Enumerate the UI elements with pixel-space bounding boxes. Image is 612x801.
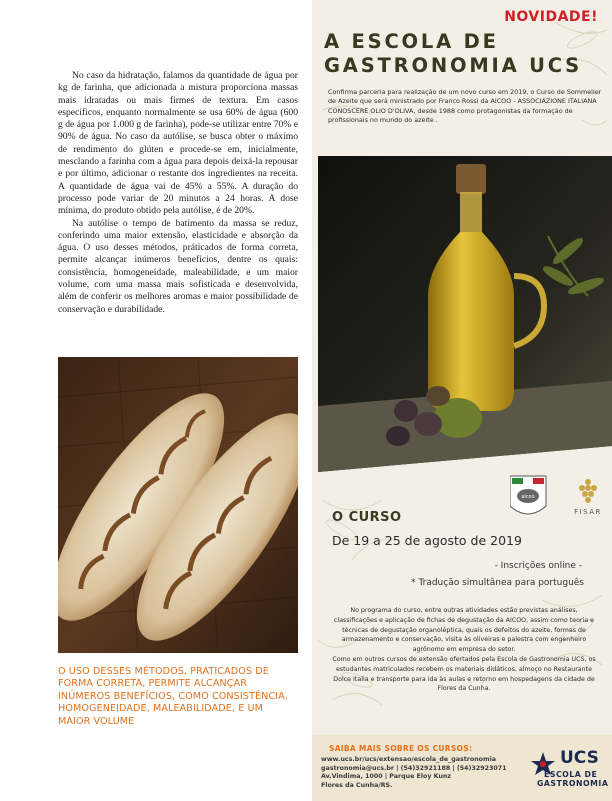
ucs-logo-subtitle-1: ESCOLA DE [544, 770, 598, 779]
panel-headline [324, 30, 610, 78]
ucs-logo-subtitle-2: GASTRONOMIA [537, 779, 609, 788]
address: Av.Vindima, 1000 | Parque Eloy Kunz [321, 773, 452, 781]
ucs-logo-text: UCS [560, 748, 599, 768]
city: Flores da Cunha/RS. [321, 782, 393, 790]
email-phone: gastronomia@ucs.br | (54)32921188 | (54)32923071 [321, 764, 507, 772]
program-paragraph-1: No programa do curso, entre outras atividades estão previstas análises, classificações e aplicação de fichas de degustação da AICOO, assim como teoria e técnicas de degustação organoléptica, quais os defeitos do azeite, formas de armazenamento e conservação, visita às oliveiras e palestra com engenheiro agrônomo em empresa do setor. [333, 607, 595, 654]
fisar-logo-icon [568, 474, 608, 522]
pull-quote: O USO DESSES MÉTODOS, PRATICADOS DE FORMA CORRETA, PERMITE ALCANÇAR INÚMEROS BENEFÍCIOS, COMO CONSISTÊNCIA, HOMOGENEIDADE, MALEABILIDADE, E UM MAIOR VOLUME [58, 666, 288, 727]
headline-line-2: GASTRONOMIA UCS [324, 54, 583, 77]
website-link[interactable]: www.ucs.br/ucs/extensao/escola_de_gastronomia [321, 756, 496, 763]
course-dates: De 19 a 25 de agosto de 2019 [332, 533, 522, 548]
program-paragraph-2: Como em outros cursos de extensão ofertados pela Escola de Gastronomia UCS, os estudantes matriculados recebem os materiais didáticos, almoço no Restaurante Dolce Italia e transporte para ida às aulas e retorno em hospedagens da cidade de Flores da Cunha. [332, 655, 596, 693]
intro-text: Confirma parceria para realização de um novo curso em 2019, o Curso de Sommelier de Azeite que será ministrado por Franco Rossi da AICOO - ASSOCIAZIONE ITALIANA CONOSCERE OLIO D'OLIVA, desde 1988 como protagonistas da formação de profissionais no mundo do azeite . [328, 88, 602, 125]
course-title: O CURSO [332, 510, 402, 525]
translation-note: * Tradução simultânea para português [411, 578, 584, 588]
registration-note: - Inscrições online - [494, 561, 582, 571]
course-program [328, 606, 600, 694]
article-paragraph-1: No caso da hidratação, falamos da quantidade de água por kg de farinha, que adicionada a mistura proporciona massas mais idratadas ou mais firmes de textura. Em casos específicos, enquanto normalmente se usa 60% de água (600 g de água por 1.000 g de farinha), pode-se utilizar entre 70% e 90% de água. No caso da autólise, se busca obter o máximo de rendimento do glúten e procede-se em, inicialmente, mesclando a farinha com a água para depois deixá-la repousar e por último, adicionar o restante dos ingredientes na receita. A quantidade de água vai de 45% a 55%. A duração do processo pode variar de 20 minutos a 24 horas. A dose mínima, do produto obtido pela autólise, é de 20%. [58, 70, 298, 217]
fisar-logo-text: FISAR [574, 508, 602, 516]
more-info-heading: SAIBA MAIS SOBRE OS CURSOS: [329, 744, 473, 753]
headline-line-1: A ESCOLA DE [324, 30, 499, 53]
bread-loaves-photo [58, 357, 298, 653]
article-paragraph-2: Na autólise o tempo de batimento da massa se reduz, conferindo uma maior extensão, elasticidade e absorção da água. O uso desses métodos, práticados de forma correta, permite alcançar inúmeros benefícios, dentre os quais: consistência, homogeneidade, maleabilidade, e um maior volume, com uma massa mais sofisticada e desenvolvida, além de conferir os melhores aromas e maior possibilidade de conservação e durabilidade. [58, 217, 298, 315]
new-badge: NOVIDADE! [504, 9, 598, 25]
contact-details [321, 756, 531, 791]
article-body [58, 70, 298, 316]
course-announcement-panel [312, 0, 612, 801]
olive-oil-bottle-photo [318, 156, 612, 472]
aicoo-logo-text: aicoo [521, 494, 535, 500]
